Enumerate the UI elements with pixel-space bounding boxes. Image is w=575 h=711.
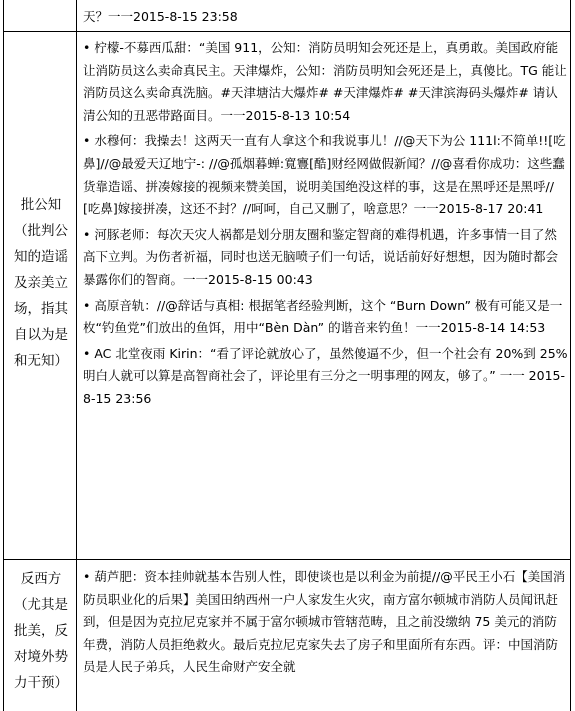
comment-item-5: • AC 北堂夜雨 Kirin：“看了评论就放心了，虽然傻逼不少，但一个社会有 20%到 25%明白人就可以算是高智商社会了，评论里有三分之一明事理的网友，够了。” 一一 2015-8-15 23:56: [83, 345, 568, 406]
comment-item-2: • 水穆何：我操去！这两天一直有人拿这个和我说事儿！//@天下为公 111l:不简单!![吃鼻]//@最爱天辽地宁-: //@孤烟暮蝉:寬寷[酷]财经网做假新闻？//@喜看你成功：这些蠢货靠造谣、拼凑嫁接的视频来赞美国，说明美国绝没这样的事，这是在黑呼还是黑呼//[吃鼻]嫁接拼凑，这还不封？//呵呵，自己又删了，啥意思？一一2015-8-17 20:41: [83, 133, 566, 217]
comment-item-3: • 河豚老师：每次天灾人祸都是划分朋友圈和鉴定智商的难得机遇，许多事情一目了然高下立判。为伤者祈福，同时也送无脑喷子们一句话，说话前好好想想，因为随时都会暴露你们的智商。一一2015-8-15 00:43: [83, 226, 559, 287]
row2-category-label: 反西方（尤其是批美，反对境外势力干预）: [14, 571, 68, 691]
comment-item-6: • 葫芦肥：资本挂帅就基本告别人性，即使谈也是以利金为前提//@平民王小石【美国消防员职业化的后果】美国田纳西州一户人家发生火灾，南方富尔顿城市消防人员闻讯赶到，但是因为克拉尼克家并不属于富尔顿城市管辖范畴，且之前没缴纳 75 美元的消防年费，消防人员拒绝救火。最后克拉尼克家失去了房子和里面所有东西。评：中国消防员是人民子弟兵，人民生命财产安全就: [83, 569, 566, 675]
table-border-right: [570, 0, 571, 711]
row-divider-2: [3, 559, 571, 560]
comment-item-4: • 高原音轨：//@辞话与真相: 根据笔者经验判断，这个 “Burn Down” 极有可能又是一枚“钓鱼党”们放出的鱼饵，用中“Bèn Dàn” 的谐音来钓鱼！一一2015-8-14 14:53: [83, 297, 563, 336]
row2-content: [83, 566, 569, 682]
table-column-divider: [76, 0, 77, 711]
row0-content: [83, 6, 569, 32]
row0-text: 天？一一2015-8-15 23:58: [83, 9, 238, 24]
comment-table: [3, 0, 571, 711]
row1-content: [83, 37, 569, 414]
table-border-left: [3, 0, 4, 711]
comment-item-1: • 柠檬-不募西瓜甜：“美国 911，公知：消防员明知会死还是上，真勇敢。美国政府能让消防员这么卖命真民主。天津爆炸，公知：消防员明知会死还是上，真傻比。TG 能让消防员这么卖命真洗脑。#天津塘沽大爆炸# #天津爆炸# #天津滨海码头爆炸# 请认清公知的丑恶带路面目。一一2015-8-13 10:54: [83, 40, 567, 123]
row1-category-label: 批公知（批判公知的造谣及亲美立场，指其自以为是和无知）: [14, 197, 68, 369]
